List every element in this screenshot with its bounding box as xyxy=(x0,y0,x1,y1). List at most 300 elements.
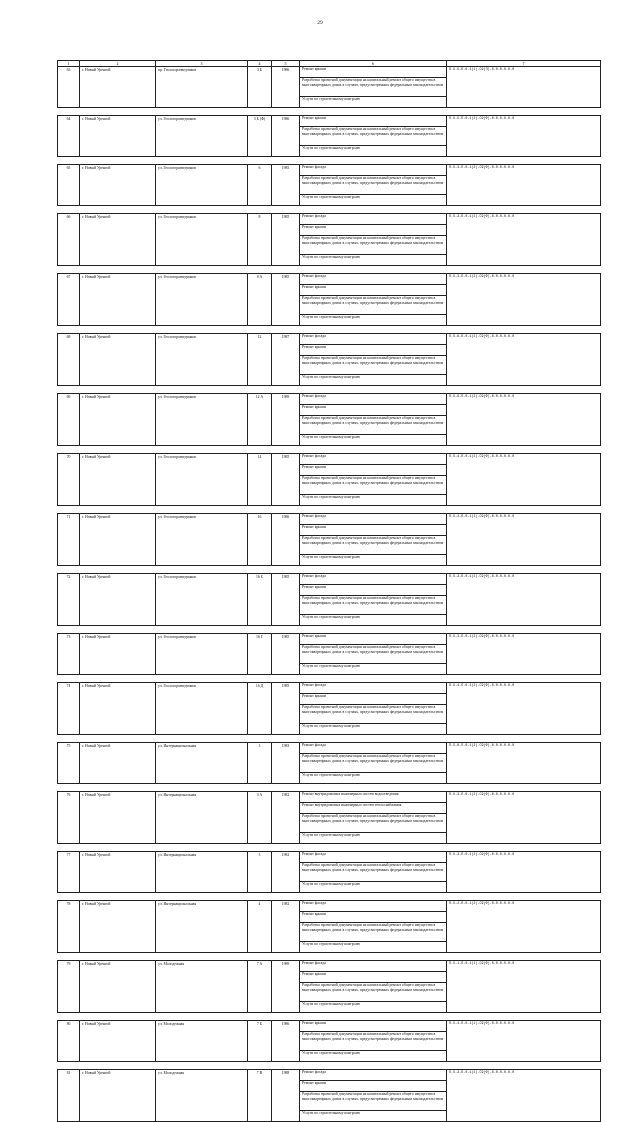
spacer-cell xyxy=(248,675,272,683)
row-spacer xyxy=(58,675,601,683)
work-type-cell: Услуги по строительному контролю xyxy=(300,435,447,446)
code-cell: П-5-3-П-0-1(2)-С9(Ф)-0-0-0-0-0-0 xyxy=(447,792,601,844)
spacer-cell xyxy=(272,108,300,116)
street-cell: ул. Молодежная xyxy=(156,1021,248,1062)
house-number-cell: 7 В xyxy=(248,1070,272,1122)
work-type-cell: Разработка проектной документации на капитальный ремонт общего имущества в многоквартирных домах в случаях, предусмотренных федеральным законодательством xyxy=(300,416,447,435)
spacer-cell xyxy=(300,446,447,454)
spacer-cell xyxy=(300,675,447,683)
spacer-cell xyxy=(447,108,601,116)
code-cell: П-5-4-П-0-1(1)-С9(Ф)-0-0-0-0-0-0 xyxy=(447,454,601,506)
row-number: 76 xyxy=(58,792,80,844)
work-type-cell: Услуги по строительному контролю xyxy=(300,97,447,108)
spacer-cell xyxy=(156,1062,248,1070)
spacer-cell xyxy=(80,386,156,394)
work-type-cell: Услуги по строительному контролю xyxy=(300,1051,447,1062)
work-type-cell: Ремонт фасада xyxy=(300,334,447,345)
spacer-cell xyxy=(248,446,272,454)
work-type-cell: Ремонт фасада xyxy=(300,214,447,225)
spacer-cell xyxy=(248,266,272,274)
spacer-cell xyxy=(300,266,447,274)
street-cell: ул. Геологоразведчиков xyxy=(156,634,248,675)
spacer-cell xyxy=(156,1013,248,1021)
code-cell: П-5-5-П-0-1(1)-С9(П)-0-0-0-0-0-0 xyxy=(447,67,601,108)
column-header: 2 xyxy=(80,61,156,67)
spacer-cell xyxy=(447,735,601,743)
work-type-cell: Ремонт крыши xyxy=(300,345,447,356)
work-type-cell: Ремонт крыши xyxy=(300,116,447,127)
table-body xyxy=(58,67,601,1122)
work-type-cell: Ремонт фасада xyxy=(300,901,447,912)
spacer-cell xyxy=(300,844,447,852)
spacer-cell xyxy=(80,893,156,901)
year-cell: 1985 xyxy=(272,274,300,326)
spacer-cell xyxy=(156,675,248,683)
street-cell: пр. Геологоразведчиков xyxy=(156,67,248,108)
code-cell: П-5-4-П-0-1(1)-С9(Ф)-0-0-0-0-0-0 xyxy=(447,1021,601,1062)
spacer-cell xyxy=(156,893,248,901)
row-spacer xyxy=(58,1062,601,1070)
spacer-cell xyxy=(447,386,601,394)
row-number: 65 xyxy=(58,165,80,206)
table-row xyxy=(58,852,601,863)
spacer-cell xyxy=(80,784,156,792)
row-number: 77 xyxy=(58,852,80,893)
spacer-cell xyxy=(80,735,156,743)
row-spacer xyxy=(58,735,601,743)
year-cell: 1985 xyxy=(272,574,300,626)
spacer-cell xyxy=(80,1013,156,1021)
spacer-cell xyxy=(80,1062,156,1070)
work-type-cell: Ремонт фасада xyxy=(300,514,447,525)
row-spacer xyxy=(58,893,601,901)
house-number-cell: 3 xyxy=(248,852,272,893)
spacer-cell xyxy=(156,108,248,116)
house-number-cell: 7 А xyxy=(248,961,272,1013)
spacer-cell xyxy=(248,893,272,901)
spacer-cell xyxy=(447,266,601,274)
work-type-cell: Ремонт крыши xyxy=(300,225,447,236)
spacer-cell xyxy=(447,446,601,454)
spacer-cell xyxy=(447,506,601,514)
house-number-cell: 3 Б xyxy=(248,67,272,108)
city-cell: г. Новый Уренгой xyxy=(80,792,156,844)
street-cell: ул. Интернациональная xyxy=(156,852,248,893)
code-cell: П-5-8-П-0-1(2)-С9(Ф)-0-0-0-0-0-0 xyxy=(447,743,601,784)
work-type-cell: Разработка проектной документации на капитальный ремонт общего имущества в многоквартирных домах в случаях, предусмотренных федеральным законодательством xyxy=(300,127,447,146)
spacer-cell xyxy=(447,626,601,634)
house-number-cell: 12 А xyxy=(248,394,272,446)
table-row xyxy=(58,67,601,78)
spacer-cell xyxy=(248,844,272,852)
work-type-cell: Разработка проектной документации на капитальный ремонт общего имущества в многоквартирных домах в случаях, предусмотренных федеральным законодательством xyxy=(300,1032,447,1051)
work-type-cell: Услуги по строительному контролю xyxy=(300,315,447,326)
work-type-cell: Ремонт крыши xyxy=(300,465,447,476)
year-cell: 1989 xyxy=(272,394,300,446)
spacer-cell xyxy=(156,506,248,514)
spacer-cell xyxy=(272,386,300,394)
spacer-cell xyxy=(58,506,80,514)
row-number: 73 xyxy=(58,634,80,675)
spacer-cell xyxy=(300,953,447,961)
house-number-cell: 12 xyxy=(248,334,272,386)
spacer-cell xyxy=(272,506,300,514)
spacer-cell xyxy=(272,784,300,792)
city-cell: г. Новый Уренгой xyxy=(80,1021,156,1062)
work-type-cell: Ремонт фасада xyxy=(300,394,447,405)
spacer-cell xyxy=(272,735,300,743)
street-cell: ул. Геологоразведчиков xyxy=(156,116,248,157)
spacer-cell xyxy=(80,566,156,574)
row-spacer xyxy=(58,206,601,214)
table-row xyxy=(58,574,601,585)
city-cell: г. Новый Уренгой xyxy=(80,454,156,506)
city-cell: г. Новый Уренгой xyxy=(80,394,156,446)
work-type-cell: Ремонт крыши xyxy=(300,285,447,296)
spacer-cell xyxy=(272,1013,300,1021)
row-number: 79 xyxy=(58,961,80,1013)
code-cell: П-5-3-П-0-1(1)-С9(Ф)-0-0-0-0-0-0 xyxy=(447,574,601,626)
spacer-cell xyxy=(80,626,156,634)
spacer-cell xyxy=(447,206,601,214)
spacer-cell xyxy=(58,266,80,274)
work-type-cell: Услуги по строительному контролю xyxy=(300,195,447,206)
house-number-cell: 3 А xyxy=(248,792,272,844)
spacer-cell xyxy=(80,675,156,683)
spacer-cell xyxy=(272,326,300,334)
spacer-cell xyxy=(156,735,248,743)
column-header: 3 xyxy=(156,61,248,67)
row-number: 63 xyxy=(58,67,80,108)
work-type-cell: Услуги по строительному контролю xyxy=(300,495,447,506)
spacer-cell xyxy=(272,626,300,634)
spacer-cell xyxy=(156,157,248,165)
spacer-cell xyxy=(248,626,272,634)
spacer-cell xyxy=(248,326,272,334)
work-type-cell: Услуги по строительному контролю xyxy=(300,773,447,784)
spacer-cell xyxy=(156,953,248,961)
work-type-cell: Услуги по строительному контролю xyxy=(300,664,447,675)
spacer-cell xyxy=(272,446,300,454)
spacer-cell xyxy=(447,326,601,334)
house-number-cell: 8 xyxy=(248,214,272,266)
work-type-cell: Разработка проектной документации на капитальный ремонт общего имущества в многоквартирных домах в случаях, предусмотренных федеральным законодательством xyxy=(300,983,447,1002)
spacer-cell xyxy=(272,893,300,901)
work-type-cell: Ремонт крыши xyxy=(300,972,447,983)
column-header: 7 xyxy=(447,61,601,67)
house-number-cell: 16 Г xyxy=(248,634,272,675)
spacer-cell xyxy=(300,1062,447,1070)
code-cell: П-5-3-П-0-1(1)-С9(Ф)-0-0-0-0-0-0 xyxy=(447,1070,601,1122)
row-number: 64 xyxy=(58,116,80,157)
work-type-cell: Разработка проектной документации на капитальный ремонт общего имущества в многоквартирных домах в случаях, предусмотренных федеральным законодательством xyxy=(300,176,447,195)
table-row xyxy=(58,334,601,345)
work-type-cell: Ремонт фасада xyxy=(300,274,447,285)
row-spacer xyxy=(58,386,601,394)
table-row xyxy=(58,792,601,803)
table-row xyxy=(58,214,601,225)
city-cell: г. Новый Уренгой xyxy=(80,116,156,157)
spacer-cell xyxy=(58,953,80,961)
work-type-cell: Ремонт крыши xyxy=(300,585,447,596)
row-number: 72 xyxy=(58,574,80,626)
work-type-cell: Ремонт фасада xyxy=(300,852,447,863)
spacer-cell xyxy=(58,844,80,852)
work-type-cell: Ремонт фасада xyxy=(300,743,447,754)
house-number-cell: 7 Б xyxy=(248,1021,272,1062)
spacer-cell xyxy=(80,206,156,214)
city-cell: г. Новый Уренгой xyxy=(80,901,156,953)
spacer-cell xyxy=(80,326,156,334)
code-cell: П-5-3-П-0-1(2)-С9(Ф)-0-0-0-0-0-0 xyxy=(447,274,601,326)
year-cell: 1986 xyxy=(272,116,300,157)
work-type-cell: Ремонт внутридомовых инженерных систем водоотведения xyxy=(300,792,447,803)
spacer-cell xyxy=(300,626,447,634)
year-cell: 1986 xyxy=(272,514,300,566)
column-header: 1 xyxy=(58,61,80,67)
spacer-cell xyxy=(156,206,248,214)
spacer-cell xyxy=(58,1013,80,1021)
row-number: 81 xyxy=(58,1070,80,1122)
row-spacer xyxy=(58,844,601,852)
spacer-cell xyxy=(300,206,447,214)
spacer-cell xyxy=(447,1013,601,1021)
spacer-cell xyxy=(300,1013,447,1021)
spacer-cell xyxy=(248,206,272,214)
city-cell: г. Новый Уренгой xyxy=(80,274,156,326)
spacer-cell xyxy=(447,675,601,683)
spacer-cell xyxy=(80,953,156,961)
work-type-cell: Ремонт фасада xyxy=(300,574,447,585)
work-type-cell: Услуги по строительному контролю xyxy=(300,1002,447,1013)
spacer-cell xyxy=(300,386,447,394)
city-cell: г. Новый Уренгой xyxy=(80,961,156,1013)
work-type-cell: Разработка проектной документации на капитальный ремонт общего имущества в многоквартирных домах в случаях, предусмотренных федеральным законодательством xyxy=(300,78,447,97)
year-cell: 1986 xyxy=(272,67,300,108)
year-cell: 1985 xyxy=(272,165,300,206)
spacer-cell xyxy=(300,893,447,901)
work-type-cell: Ремонт фасада xyxy=(300,1070,447,1081)
spacer-cell xyxy=(58,735,80,743)
street-cell: ул. Геологоразведчиков xyxy=(156,165,248,206)
city-cell: г. Новый Уренгой xyxy=(80,67,156,108)
work-type-cell: Услуги по строительному контролю xyxy=(300,375,447,386)
work-type-cell: Разработка проектной документации на капитальный ремонт общего имущества в многоквартирных домах в случаях, предусмотренных федеральным законодательством xyxy=(300,814,447,833)
spacer-cell xyxy=(80,108,156,116)
code-cell: П-5-2-П-0-1(1)-С9(Ф)-0-0-0-0-0-0 xyxy=(447,514,601,566)
spacer-cell xyxy=(58,1062,80,1070)
spacer-cell xyxy=(300,566,447,574)
city-cell: г. Новый Уренгой xyxy=(80,214,156,266)
table-row xyxy=(58,116,601,127)
year-cell: 1985 xyxy=(272,683,300,735)
work-type-cell: Разработка проектной документации на капитальный ремонт общего имущества в многоквартирных домах в случаях, предусмотренных федеральным законодательством xyxy=(300,596,447,615)
spacer-cell xyxy=(156,566,248,574)
spacer-cell xyxy=(248,953,272,961)
spacer-cell xyxy=(156,626,248,634)
house-number-cell: 3 Б (Ф) xyxy=(248,116,272,157)
spacer-cell xyxy=(58,206,80,214)
row-number: 68 xyxy=(58,334,80,386)
code-cell: П-5-3-П-0-1(1)-С9(Ф)-0-0-0-0-0-0 xyxy=(447,214,601,266)
work-type-cell: Разработка проектной документации на капитальный ремонт общего имущества в многоквартирных домах в случаях, предусмотренных федеральным законодательством xyxy=(300,754,447,773)
row-spacer xyxy=(58,157,601,165)
year-cell: 1987 xyxy=(272,334,300,386)
spacer-cell xyxy=(248,735,272,743)
spacer-cell xyxy=(272,157,300,165)
street-cell: ул. Интернациональная xyxy=(156,743,248,784)
row-number: 69 xyxy=(58,394,80,446)
table-row xyxy=(58,165,601,176)
code-cell: П-5-3-П-0-1(2)-С9(Ф)-0-0-0-0-0-0 xyxy=(447,852,601,893)
street-cell: ул. Молодежная xyxy=(156,1070,248,1122)
spacer-cell xyxy=(80,446,156,454)
city-cell: г. Новый Уренгой xyxy=(80,165,156,206)
table-row xyxy=(58,274,601,285)
work-type-cell: Разработка проектной документации на капитальный ремонт общего имущества в многоквартирных домах в случаях, предусмотренных федеральным законодательством xyxy=(300,236,447,255)
spacer-cell xyxy=(156,784,248,792)
spacer-cell xyxy=(248,566,272,574)
spacer-cell xyxy=(248,1062,272,1070)
spacer-cell xyxy=(58,893,80,901)
year-cell: 1985 xyxy=(272,214,300,266)
work-type-cell: Ремонт крыши xyxy=(300,694,447,705)
street-cell: ул. Геологоразведчиков xyxy=(156,514,248,566)
street-cell: ул. Геологоразведчиков xyxy=(156,274,248,326)
spacer-cell xyxy=(80,266,156,274)
spacer-cell xyxy=(80,506,156,514)
repair-schedule-table xyxy=(57,60,601,1122)
spacer-cell xyxy=(272,1062,300,1070)
house-number-cell: 14 xyxy=(248,454,272,506)
spacer-cell xyxy=(80,844,156,852)
work-type-cell: Ремонт крыши xyxy=(300,525,447,536)
work-type-cell: Разработка проектной документации на капитальный ремонт общего имущества в многоквартирных домах в случаях, предусмотренных федеральным законодательством xyxy=(300,296,447,315)
street-cell: ул. Геологоразведчиков xyxy=(156,214,248,266)
work-type-cell: Ремонт внутридомовых инженерных систем теплоснабжения xyxy=(300,803,447,814)
row-number: 74 xyxy=(58,683,80,735)
code-cell: П-5-2-П-0-1(2)-С9(Ф)-0-0-0-0-0-0 xyxy=(447,901,601,953)
street-cell: ул. Интернациональная xyxy=(156,901,248,953)
house-number-cell: 8 А xyxy=(248,274,272,326)
spacer-cell xyxy=(80,157,156,165)
work-type-cell: Услуги по строительному контролю xyxy=(300,833,447,844)
row-spacer xyxy=(58,784,601,792)
spacer-cell xyxy=(248,108,272,116)
city-cell: г. Новый Уренгой xyxy=(80,683,156,735)
work-type-cell: Услуги по строительному контролю xyxy=(300,1111,447,1122)
row-spacer xyxy=(58,1013,601,1021)
work-type-cell: Разработка проектной документации на капитальный ремонт общего имущества в многоквартирных домах в случаях, предусмотренных федеральным законодательством xyxy=(300,645,447,664)
work-type-cell: Ремонт крыши xyxy=(300,634,447,645)
table-row xyxy=(58,394,601,405)
spacer-cell xyxy=(447,844,601,852)
row-spacer xyxy=(58,326,601,334)
spacer-cell xyxy=(272,266,300,274)
work-type-cell: Ремонт фасада xyxy=(300,454,447,465)
street-cell: ул. Геологоразведчиков xyxy=(156,683,248,735)
spacer-cell xyxy=(156,844,248,852)
street-cell: ул. Молодежная xyxy=(156,961,248,1013)
work-type-cell: Услуги по строительному контролю xyxy=(300,724,447,735)
code-cell: П-5-3-П-0-1(2)-С9(Ф)-0-0-0-0-0-0 xyxy=(447,634,601,675)
year-cell: 1982 xyxy=(272,901,300,953)
code-cell: П-5-5-П-0-1(2)-С9(Ф)-0-0-0-0-0-0 xyxy=(447,116,601,157)
year-cell: 1982 xyxy=(272,792,300,844)
spacer-cell xyxy=(272,953,300,961)
spacer-cell xyxy=(58,108,80,116)
street-cell: ул. Геологоразведчиков xyxy=(156,334,248,386)
city-cell: г. Новый Уренгой xyxy=(80,1070,156,1122)
house-number-cell: 3 xyxy=(248,743,272,784)
work-type-cell: Разработка проектной документации на капитальный ремонт общего имущества в многоквартирных домах в случаях, предусмотренных федеральным законодательством xyxy=(300,1092,447,1111)
row-number: 78 xyxy=(58,901,80,953)
work-type-cell: Ремонт крыши xyxy=(300,1081,447,1092)
work-type-cell: Услуги по строительному контролю xyxy=(300,255,447,266)
row-spacer xyxy=(58,626,601,634)
city-cell: г. Новый Уренгой xyxy=(80,634,156,675)
year-cell: 1989 xyxy=(272,961,300,1013)
row-spacer xyxy=(58,566,601,574)
work-type-cell: Ремонт фасада xyxy=(300,683,447,694)
work-type-cell: Разработка проектной документации на капитальный ремонт общего имущества в многоквартирных домах в случаях, предусмотренных федеральным законодательством xyxy=(300,356,447,375)
spacer-cell xyxy=(58,784,80,792)
work-type-cell: Услуги по строительному контролю xyxy=(300,882,447,893)
table-row xyxy=(58,1021,601,1032)
spacer-cell xyxy=(300,784,447,792)
spacer-cell xyxy=(58,675,80,683)
table-row xyxy=(58,743,601,754)
spacer-cell xyxy=(272,844,300,852)
code-cell: П-5-9-П-0-1(2)-С9(Ф)-0-0-0-0-0-0 xyxy=(447,394,601,446)
city-cell: г. Новый Уренгой xyxy=(80,574,156,626)
work-type-cell: Разработка проектной документации на капитальный ремонт общего имущества в многоквартирных домах в случаях, предусмотренных федеральным законодательством xyxy=(300,536,447,555)
spacer-cell xyxy=(248,157,272,165)
column-header: 4 xyxy=(248,61,272,67)
row-spacer xyxy=(58,446,601,454)
spacer-cell xyxy=(272,675,300,683)
spacer-cell xyxy=(248,386,272,394)
work-type-cell: Разработка проектной документации на капитальный ремонт общего имущества в многоквартирных домах в случаях, предусмотренных федеральным законодательством xyxy=(300,923,447,942)
spacer-cell xyxy=(248,506,272,514)
spacer-cell xyxy=(156,446,248,454)
year-cell: 1982 xyxy=(272,852,300,893)
house-number-cell: 4 xyxy=(248,901,272,953)
spacer-cell xyxy=(272,566,300,574)
row-number: 80 xyxy=(58,1021,80,1062)
table-row xyxy=(58,454,601,465)
row-number: 71 xyxy=(58,514,80,566)
work-type-cell: Ремонт крыши xyxy=(300,67,447,78)
code-cell: П-5-1-П-0-1(1)-С9(Ф)-0-0-0-0-0-0 xyxy=(447,961,601,1013)
year-cell: 1985 xyxy=(272,454,300,506)
spacer-cell xyxy=(248,1013,272,1021)
work-type-cell: Услуги по строительному контролю xyxy=(300,615,447,626)
row-number: 75 xyxy=(58,743,80,784)
spacer-cell xyxy=(447,157,601,165)
table-row xyxy=(58,901,601,912)
spacer-cell xyxy=(447,893,601,901)
row-number: 67 xyxy=(58,274,80,326)
house-number-cell: 6 xyxy=(248,165,272,206)
spacer-cell xyxy=(58,157,80,165)
spacer-cell xyxy=(248,784,272,792)
city-cell: г. Новый Уренгой xyxy=(80,334,156,386)
city-cell: г. Новый Уренгой xyxy=(80,514,156,566)
spacer-cell xyxy=(156,326,248,334)
spacer-cell xyxy=(300,506,447,514)
street-cell: ул. Интернациональная xyxy=(156,792,248,844)
